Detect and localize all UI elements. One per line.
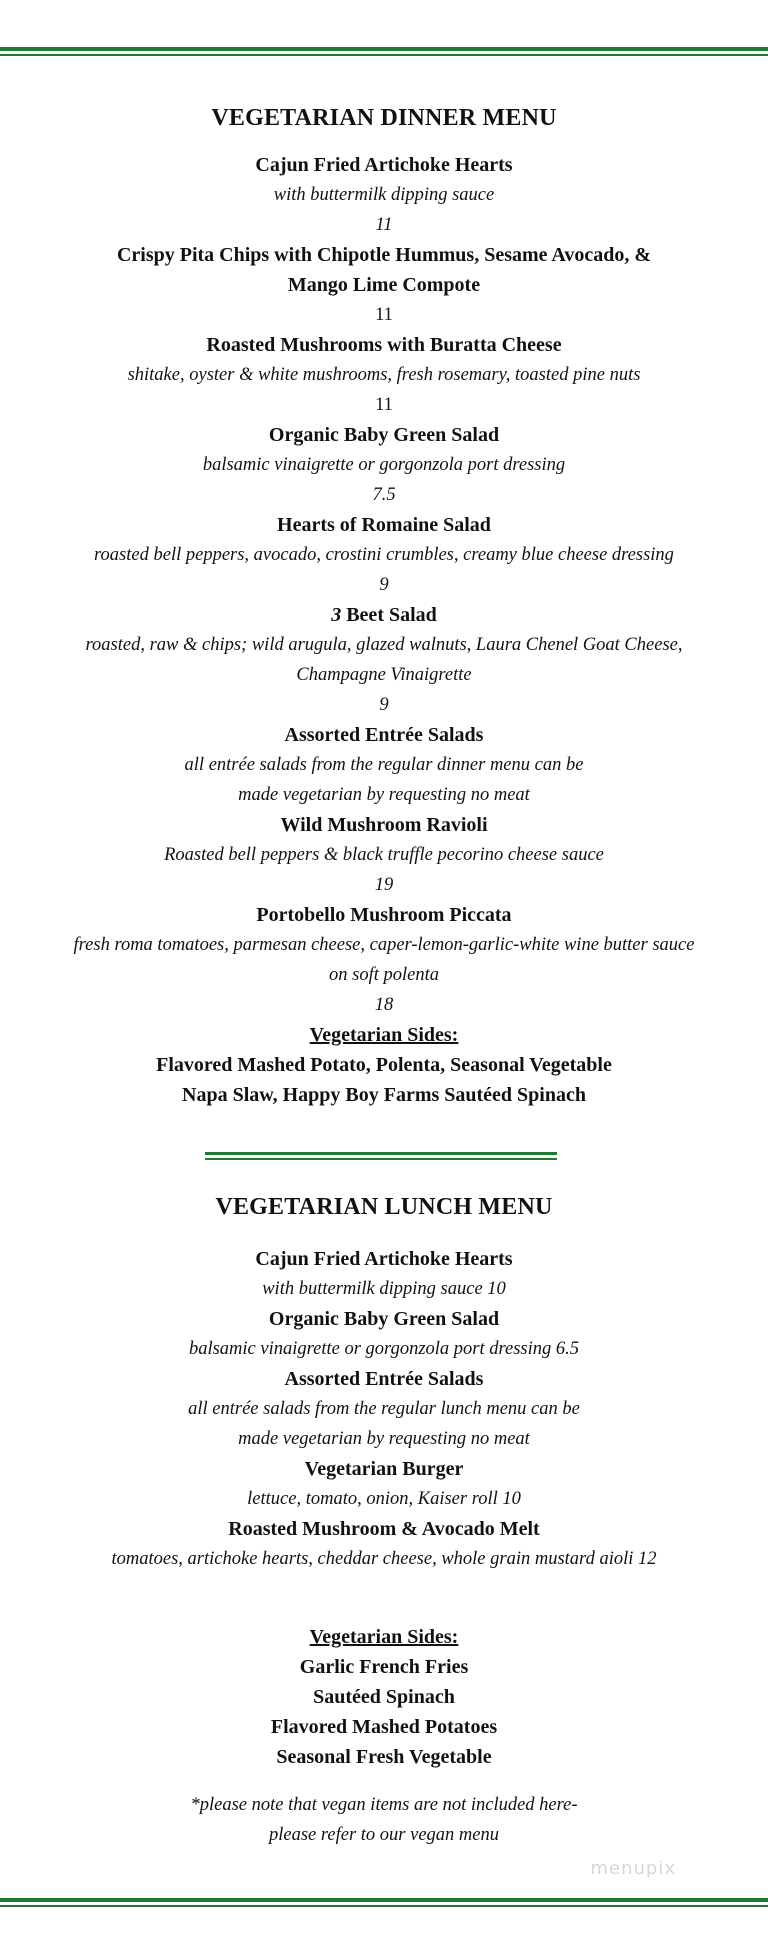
dinner-sides-line: Flavored Mashed Potato, Polenta, Seasonal Vegetable [156,1054,612,1076]
lunch-item-name: Vegetarian Burger [304,1458,464,1480]
dinner-item-desc: Roasted bell peppers & black truffle pecorino cheese sauce [164,845,604,865]
top-double-rule [0,47,768,56]
lunch-sides-line: Garlic French Fries [299,1656,469,1678]
dinner-item-name: Portobello Mushroom Piccata [256,904,512,926]
dinner-item-desc: made vegetarian by requesting no meat [238,785,530,805]
vegan-footnote: *please note that vegan items are not included here- [190,1795,578,1815]
dinner-item-name: Organic Baby Green Salad [268,424,500,446]
dinner-item-desc: fresh roma tomatoes, parmesan cheese, caper-lemon-garlic-white wine butter sauce [73,935,695,955]
dinner-item-desc: shitake, oyster & white mushrooms, fresh rosemary, toasted pine nuts [127,365,641,385]
dinner-item-price: 11 [375,395,393,415]
dinner-item-name: Cajun Fried Artichoke Hearts [255,154,513,176]
dinner-item-name-prefix: 3 [331,604,342,626]
lunch-sides-title: Vegetarian Sides: [309,1626,459,1648]
dinner-item-name-text: Beet Salad [346,604,437,626]
section-divider [205,1152,557,1160]
dinner-item-name: Crispy Pita Chips with Chipotle Hummus, Sesame Avocado, & [116,244,652,266]
dinner-item-desc: Champagne Vinaigrette [296,665,472,685]
dinner-item-name: Hearts of Romaine Salad [277,514,491,536]
dinner-item-desc: roasted bell peppers, avocado, crostini crumbles, creamy blue cheese dressing [94,545,674,565]
dinner-menu-title: VEGETARIAN DINNER MENU [211,105,557,131]
dinner-sides-title: Vegetarian Sides: [309,1024,459,1046]
dinner-sides-line: Napa Slaw, Happy Boy Farms Sautéed Spinach [182,1084,586,1106]
lunch-sides-line: Seasonal Fresh Vegetable [276,1746,492,1768]
dinner-item-name: Roasted Mushrooms with Buratta Cheese [206,334,562,356]
lunch-sides-line: Flavored Mashed Potatoes [270,1716,498,1738]
dinner-item-price: 9 [379,695,389,715]
lunch-menu-section [0,1192,768,1850]
lunch-item-name: Roasted Mushroom & Avocado Melt [228,1518,540,1540]
lunch-item-desc: tomatoes, artichoke hearts, cheddar cheese, whole grain mustard aioli 12 [111,1549,657,1569]
lunch-item-desc: all entrée salads from the regular lunch menu can be [188,1399,580,1419]
lunch-item-desc: balsamic vinaigrette or gorgonzola port dressing 6.5 [188,1339,580,1359]
lunch-sides-line: Sautéed Spinach [313,1686,455,1708]
dinner-item-price: 9 [379,575,389,595]
dinner-item-name [0,600,768,630]
dinner-menu-section [0,103,768,1110]
dinner-item-price: 7.5 [372,485,396,505]
lunch-item-desc: made vegetarian by requesting no meat [238,1429,530,1449]
lunch-menu-title: VEGETARIAN LUNCH MENU [215,1194,553,1220]
dinner-item-price: 19 [374,875,394,895]
dinner-item-desc: on soft polenta [329,965,439,985]
dinner-item-desc: with buttermilk dipping sauce [273,185,495,205]
dinner-item-price: 11 [375,215,393,235]
bottom-double-rule [0,1898,768,1907]
lunch-item-name: Cajun Fried Artichoke Hearts [255,1248,513,1270]
lunch-item-desc: lettuce, tomato, onion, Kaiser roll 10 [247,1489,521,1509]
dinner-item-price: 11 [375,305,393,325]
dinner-item-price: 18 [374,995,394,1015]
lunch-item-desc: with buttermilk dipping sauce 10 [262,1279,506,1299]
dinner-item-name: Assorted Entrée Salads [284,724,484,746]
vegan-footnote: please refer to our vegan menu [269,1825,499,1845]
dinner-item-desc: balsamic vinaigrette or gorgonzola port dressing [202,455,566,475]
dinner-item-name: Wild Mushroom Ravioli [280,814,488,836]
dinner-item-name: Mango Lime Compote [287,274,481,296]
dinner-item-desc: roasted, raw & chips; wild arugula, glazed walnuts, Laura Chenel Goat Cheese, [85,635,683,655]
menupix-watermark: menupix [590,1858,676,1879]
lunch-item-name: Assorted Entrée Salads [284,1368,484,1390]
dinner-item-desc: all entrée salads from the regular dinner menu can be [184,755,584,775]
lunch-item-name: Organic Baby Green Salad [268,1308,500,1330]
